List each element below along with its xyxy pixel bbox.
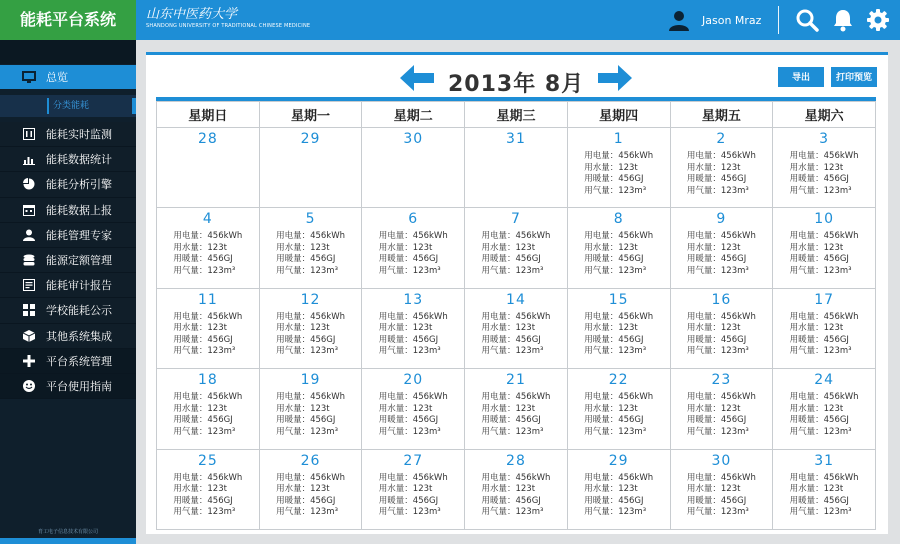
pie-chart-icon [22,177,36,191]
stat-line: 用气量：123m³ [378,507,441,518]
stat-line: 用气量：123m³ [378,265,441,276]
sidebar-item-label: 平台系统管理 [46,354,112,368]
day-number: 18 [197,372,218,389]
day-number: 6 [408,211,419,228]
sidebar-item-overview[interactable] [0,65,136,89]
calendar-day-cell[interactable] [259,369,362,449]
day-energy-stats [584,392,653,438]
day-number: 9 [716,211,727,228]
stat-line: 用水量：123t [276,242,330,253]
day-energy-stats [173,392,242,438]
calendar-day-cell[interactable] [362,128,465,208]
stat-line: 用水量：123t [173,403,227,414]
stat-line: 用气量：123m³ [584,507,647,518]
stat-line: 用电量：456kWh [173,392,243,403]
day-number: 31 [814,452,835,469]
weekday-header: 星期二 [362,102,465,128]
day-number: 14 [506,291,526,308]
prev-month-arrow-icon[interactable] [400,65,434,91]
calendar-day-cell[interactable] [773,369,876,449]
stat-line: 用水量：123t [173,242,227,253]
export-button[interactable]: 导出 [778,67,824,87]
calendar-day-cell[interactable] [670,449,773,529]
sidebar-item-label: 能耗实时监测 [46,128,112,142]
monitor-icon [22,71,36,83]
sidebar-item-analysis-engine[interactable] [0,172,136,197]
stat-line: 用水量：123t [584,403,638,414]
stat-line: 用气量：123m³ [276,426,338,437]
stat-line: 用暖量：456GJ [378,254,439,265]
sidebar-item-label: 其他系统集成 [46,329,112,343]
stat-line: 用暖量：456GJ [584,334,644,345]
calendar-day-cell[interactable] [670,288,773,368]
day-number: 24 [814,372,835,389]
day-energy-stats [687,473,756,519]
stat-line: 用气量：123m³ [173,426,236,437]
calendar-panel [146,52,888,534]
weekday-header: 星期五 [670,102,773,128]
stat-line: 用气量：123m³ [686,265,749,276]
stat-line: 用电量：456kWh [173,231,243,242]
day-energy-stats [687,312,756,358]
stat-line: 用电量：456kWh [584,231,654,242]
bell-icon[interactable] [831,8,855,32]
stat-line: 用暖量：456GJ [686,334,747,345]
stat-line: 用气量：123m³ [173,507,236,518]
day-energy-stats [379,392,448,438]
university-name-en: SHANDONG UNIVERSITY OF TRADITIONAL CHINESE MEDICINE [146,23,311,29]
stat-line: 用气量：123m³ [481,426,544,437]
stat-line: 用气量：123m³ [481,265,544,276]
stat-line: 用水量：123t [584,484,638,495]
day-number: 28 [197,131,218,147]
day-energy-stats [584,312,653,358]
stat-line: 用电量：456kWh [584,311,654,322]
day-energy-stats [276,231,345,277]
stat-line: 用气量：123m³ [276,507,338,518]
stat-line: 用电量：456kWh [276,472,346,483]
stat-line: 用暖量：456GJ [276,415,336,426]
sidebar-item-quota-management[interactable] [0,248,136,273]
stat-line: 用电量：456kWh [686,151,756,161]
calendar-day-cell[interactable] [465,128,568,208]
day-number: 12 [300,291,321,308]
stat-line: 用暖量：456GJ [276,254,336,265]
day-number: 27 [403,452,424,469]
day-energy-stats [790,312,859,358]
sidebar-item-management-expert[interactable] [0,223,136,248]
calendar-day-cell[interactable] [362,369,465,449]
stat-line: 用气量：123m³ [173,346,236,357]
weekday-header: 星期六 [773,102,876,128]
day-energy-stats [276,473,345,519]
stat-line: 用水量：123t [378,242,433,253]
day-energy-stats [173,312,242,358]
stat-line: 用电量：456kWh [276,231,346,242]
day-number: 8 [613,211,624,228]
stat-line: 用水量：123t [789,403,844,414]
day-energy-stats [790,231,859,277]
user-avatar-icon [668,9,690,31]
stat-line: 用电量：456kWh [789,231,859,242]
day-number: 5 [305,211,316,228]
calendar-day-cell[interactable] [465,369,568,449]
stat-line: 用暖量：456GJ [686,174,747,184]
day-number: 2 [716,131,727,147]
calendar-week-row [157,128,876,208]
stat-line: 用气量：123m³ [789,426,852,437]
sidebar-item-user-guide[interactable] [0,374,136,399]
stat-line: 用电量：456kWh [481,231,551,242]
weekday-header: 星期三 [465,102,568,128]
university-logo [146,8,310,30]
stat-line: 用暖量：456GJ [173,334,233,345]
day-number: 23 [711,372,732,389]
calendar-day-cell[interactable] [157,449,260,529]
stat-line: 用暖量：456GJ [173,495,233,506]
calendar-day-cell[interactable] [773,128,876,208]
day-energy-stats [481,312,550,358]
calendar-day-cell[interactable] [259,128,362,208]
stat-line: 用暖量：456GJ [584,254,644,265]
stat-line: 用暖量：456GJ [173,415,233,426]
stat-line: 用暖量：456GJ [686,415,747,426]
stat-line: 用气量：123m³ [481,507,544,518]
stat-line: 用电量：456kWh [789,311,859,322]
calendar-day-cell[interactable] [157,128,260,208]
header-divider [778,6,779,34]
calendar-day-cell[interactable] [567,449,670,529]
day-energy-stats [276,312,345,358]
calendar-week-row [157,288,876,368]
stat-line: 用电量：456kWh [686,392,756,403]
day-energy-stats [481,231,550,277]
stat-line: 用暖量：456GJ [481,334,541,345]
stat-line: 用气量：123m³ [789,346,852,357]
sidebar-item-label: 能耗数据统计 [46,153,112,167]
stat-line: 用气量：123m³ [481,346,544,357]
sidebar-item-label: 能耗分析引擎 [46,178,112,192]
stat-line: 用电量：456kWh [481,392,551,403]
stat-line: 用暖量：456GJ [686,254,747,265]
stat-line: 用水量：123t [789,484,844,495]
calendar-day-cell[interactable] [773,449,876,529]
day-number: 15 [608,291,629,308]
day-number: 28 [506,452,526,469]
bar-chart-icon [22,152,36,166]
stat-line: 用电量：456kWh [686,231,756,242]
stat-line: 用电量：456kWh [584,472,654,483]
stat-line: 用水量：123t [789,162,844,173]
calendar-week-row [157,449,876,529]
calendar-day-cell[interactable] [465,208,568,288]
stat-line: 用水量：123t [789,323,844,334]
sidebar-item-data-statistics[interactable] [0,147,136,172]
calendar-day-cell[interactable] [670,208,773,288]
plus-icon [22,354,36,368]
calendar-day-cell[interactable] [259,288,362,368]
calendar-week-row [157,208,876,288]
stat-line: 用暖量：456GJ [173,254,233,265]
stat-line: 用水量：123t [584,162,638,173]
stat-line: 用气量：123m³ [686,185,749,196]
stat-line: 用电量：456kWh [276,392,346,403]
print-preview-button[interactable]: 打印预览 [831,67,877,87]
stat-line: 用暖量：456GJ [276,334,336,345]
day-number: 7 [511,211,521,228]
calendar-day-cell[interactable] [773,288,876,368]
stat-line: 用暖量：456GJ [481,495,541,506]
day-number: 26 [300,452,321,469]
stat-line: 用气量：123m³ [584,346,647,357]
calendar-day-cell[interactable] [259,449,362,529]
sidebar-item-platform-management[interactable] [0,349,136,374]
calendar-icon [22,203,36,217]
stat-line: 用暖量：456GJ [789,254,849,265]
calendar-day-cell[interactable] [773,208,876,288]
stat-line: 用电量：456kWh [378,472,448,483]
stat-line: 用电量：456kWh [378,311,448,322]
stat-line: 用气量：123m³ [686,346,749,357]
company-footer: 育工电子信息技术有限公司 [37,529,98,535]
day-number: 21 [506,372,526,389]
audit-icon [22,278,36,292]
calendar-day-cell[interactable] [362,208,465,288]
sidebar-menu [0,122,136,399]
stat-line: 用电量：456kWh [481,311,551,322]
day-number: 19 [300,372,321,389]
day-energy-stats [173,231,242,277]
stat-line: 用水量：123t [584,242,638,253]
day-number: 1 [613,131,624,147]
sidebar-item-realtime-monitor[interactable] [0,122,136,147]
gear-icon[interactable] [866,8,890,32]
stat-line: 用电量：456kWh [686,311,756,322]
sidebar-item-label: 能耗管理专家 [46,228,112,242]
stat-line: 用水量：123t [789,242,844,253]
calendar-day-cell[interactable] [157,369,260,449]
day-energy-stats [687,151,756,197]
top-bar [0,0,900,40]
database-icon [22,253,36,267]
calendar-grid [156,97,876,530]
stat-line: 用气量：123m³ [789,265,852,276]
calendar-title: 2013年 8月 [448,72,585,97]
day-energy-stats [790,151,859,197]
stat-line: 用暖量：456GJ [789,334,849,345]
day-number: 16 [711,291,732,308]
next-month-arrow-icon[interactable] [598,65,632,91]
day-energy-stats [790,392,859,438]
stat-line: 用水量：123t [481,484,536,495]
sidebar [0,40,136,544]
stat-line: 用电量：456kWh [789,151,859,161]
stat-line: 用水量：123t [686,323,741,334]
stat-line: 用电量：456kWh [378,231,448,242]
day-number: 20 [403,372,424,389]
day-number: 29 [300,131,321,147]
sidebar-subitem-label: 分类能耗 [53,101,90,111]
stat-line: 用暖量：456GJ [378,495,439,506]
day-number: 29 [608,452,629,469]
day-number: 11 [197,291,218,308]
stat-line: 用气量：123m³ [584,426,647,437]
sidebar-item-data-report[interactable] [0,198,136,223]
calendar-day-cell[interactable] [567,128,670,208]
stat-line: 用水量：123t [173,323,227,334]
weekday-header: 星期一 [259,102,362,128]
stat-line: 用电量：456kWh [276,311,346,322]
calendar-day-cell[interactable] [567,288,670,368]
stat-line: 用电量：456kWh [789,472,859,483]
day-energy-stats [276,392,345,438]
calendar-day-cell[interactable] [465,288,568,368]
day-energy-stats [584,231,653,277]
day-energy-stats [173,473,242,519]
realtime-icon [22,127,36,141]
stat-line: 用电量：456kWh [584,151,654,161]
stat-line: 用电量：456kWh [686,472,756,483]
stat-line: 用暖量：456GJ [686,495,747,506]
stat-line: 用暖量：456GJ [276,495,336,506]
stat-line: 用暖量：456GJ [789,415,849,426]
calendar-day-cell[interactable] [259,208,362,288]
day-energy-stats [687,231,756,277]
stat-line: 用气量：123m³ [584,185,647,196]
stat-line: 用水量：123t [276,484,330,495]
stat-line: 用暖量：456GJ [584,174,644,184]
day-number: 31 [506,131,526,147]
stat-line: 用气量：123m³ [378,426,441,437]
day-number: 4 [202,211,213,228]
stat-line: 用气量：123m³ [789,507,852,518]
stat-line: 用暖量：456GJ [481,254,541,265]
stat-line: 用暖量：456GJ [584,415,644,426]
sidebar-item-school-publicity[interactable] [0,298,136,323]
day-energy-stats [379,231,448,277]
stat-line: 用水量：123t [686,242,741,253]
stat-line: 用水量：123t [378,323,433,334]
weekday-header: 星期日 [157,102,260,128]
stat-line: 用气量：123m³ [686,507,749,518]
calendar-day-cell[interactable] [567,208,670,288]
calendar-day-cell[interactable] [465,449,568,529]
calendar-day-cell[interactable] [670,369,773,449]
stat-line: 用电量：456kWh [173,472,243,483]
stat-line: 用水量：123t [276,403,330,414]
day-energy-stats [584,151,653,197]
day-number: 22 [608,372,629,389]
stat-line: 用水量：123t [686,403,741,414]
day-number: 25 [197,452,218,469]
stat-line: 用水量：123t [686,484,741,495]
stat-line: 用气量：123m³ [686,426,749,437]
stat-line: 用气量：123m³ [173,265,236,276]
calendar-week-row [157,369,876,449]
day-number: 30 [403,131,424,147]
day-energy-stats [379,312,448,358]
stat-line: 用水量：123t [481,242,536,253]
calendar-day-cell[interactable] [157,208,260,288]
sidebar-item-label: 能耗审计报告 [46,279,112,293]
stat-line: 用水量：123t [276,323,330,334]
stat-line: 用水量：123t [481,323,536,334]
sidebar-item-label: 总览 [46,71,68,84]
sidebar-item-label: 能源定额管理 [46,254,112,268]
box-icon [22,329,36,343]
university-name-cn: 山东中医药大学 [146,7,238,22]
day-number: 17 [814,291,835,308]
day-energy-stats [790,473,859,519]
calendar-day-cell[interactable] [567,369,670,449]
publicity-icon [22,303,36,317]
stat-line: 用气量：123m³ [378,346,441,357]
calendar-nav [146,65,888,95]
calendar-day-cell[interactable] [670,128,773,208]
day-number: 13 [403,291,424,308]
day-energy-stats [481,392,550,438]
stat-line: 用水量：123t [173,484,227,495]
day-number: 10 [814,211,835,228]
stat-line: 用气量：123m³ [584,265,647,276]
stat-line: 用气量：123m³ [789,185,852,196]
sidebar-subitem-category-energy[interactable] [0,95,136,117]
calendar-day-cell[interactable] [362,449,465,529]
stat-line: 用电量：456kWh [789,392,859,403]
stat-line: 用水量：123t [584,323,638,334]
user-name: Jason Mraz [702,13,762,27]
calendar-day-cell[interactable] [157,288,260,368]
stat-line: 用暖量：456GJ [584,495,644,506]
smiley-icon [22,379,36,393]
stat-line: 用暖量：456GJ [481,415,541,426]
day-number: 30 [711,452,732,469]
day-energy-stats [687,392,756,438]
sidebar-item-label: 平台使用指南 [46,379,112,393]
stat-line: 用电量：456kWh [378,392,448,403]
sidebar-item-audit-report[interactable] [0,273,136,298]
day-energy-stats [379,473,448,519]
weekday-header: 星期四 [567,102,670,128]
stat-line: 用暖量：456GJ [378,334,439,345]
day-energy-stats [481,473,550,519]
stat-line: 用电量：456kWh [173,311,243,322]
sidebar-item-label: 学校能耗公示 [46,304,112,318]
stat-line: 用气量：123m³ [276,346,338,357]
stat-line: 用水量：123t [378,403,433,414]
stat-line: 用电量：456kWh [481,472,551,483]
stat-line: 用水量：123t [686,162,741,173]
stat-line: 用水量：123t [481,403,536,414]
stat-line: 用暖量：456GJ [789,495,849,506]
search-icon[interactable] [795,8,819,32]
app-title: 能耗平台系统 [0,0,136,40]
day-energy-stats [584,473,653,519]
stat-line: 用暖量：456GJ [789,174,849,184]
stat-line: 用气量：123m³ [276,265,338,276]
sidebar-item-system-integration[interactable] [0,324,136,349]
stat-line: 用电量：456kWh [584,392,654,403]
sidebar-item-label: 能耗数据上报 [46,203,112,217]
calendar-day-cell[interactable] [362,288,465,368]
user-menu[interactable] [668,8,761,32]
stat-line: 用暖量：456GJ [378,415,439,426]
person-icon [22,228,36,242]
day-number: 3 [819,131,830,147]
stat-line: 用水量：123t [378,484,433,495]
